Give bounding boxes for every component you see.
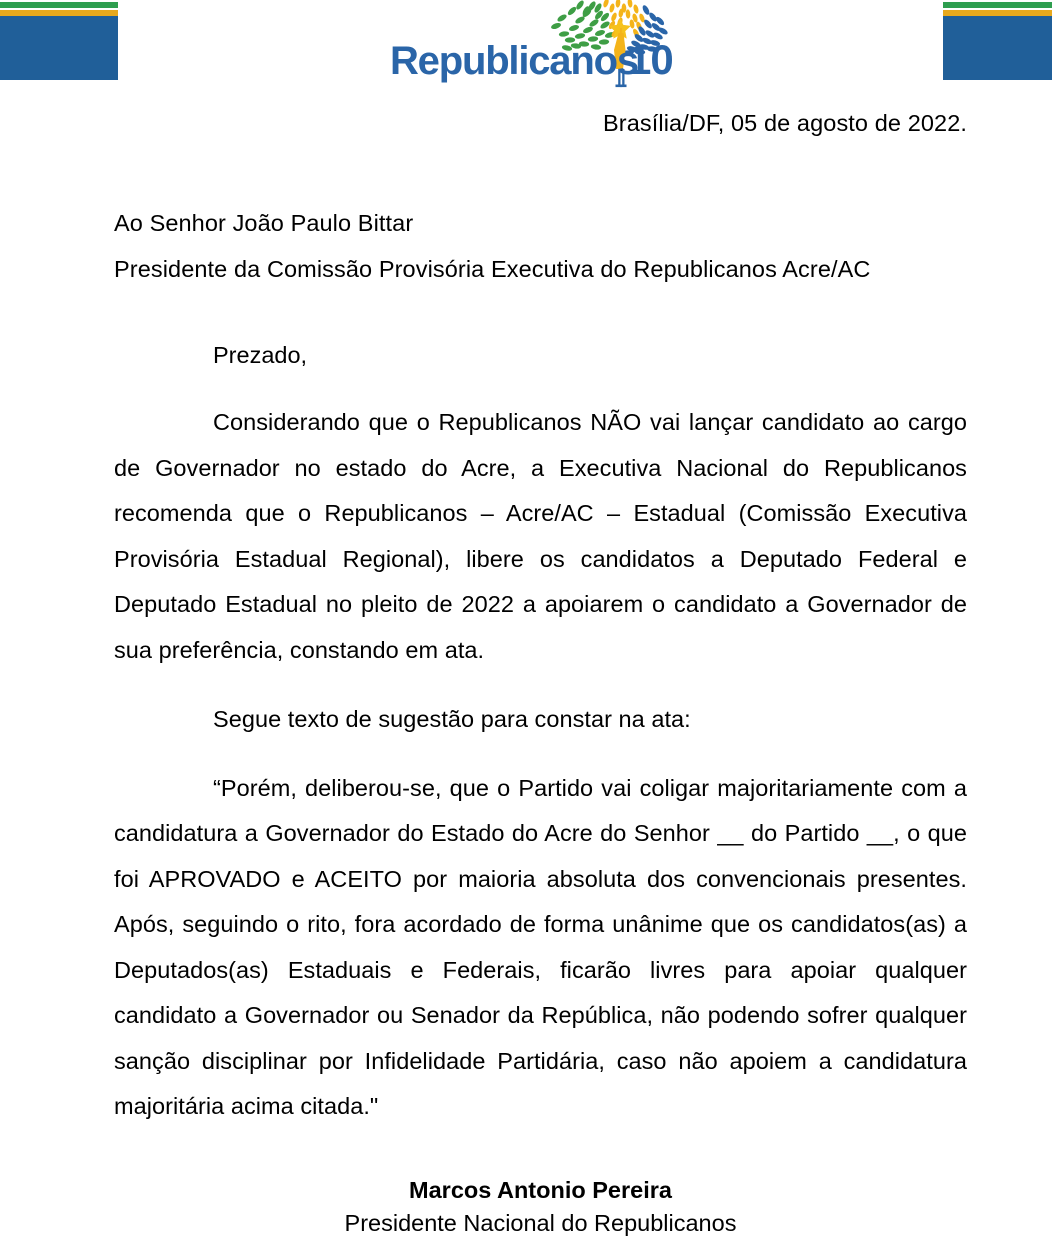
signature-block <box>114 1174 967 1240</box>
logo-wordmark: Republicanos <box>390 39 638 83</box>
flag-band-blue <box>0 16 118 80</box>
signature-name: Marcos Antonio Pereira <box>409 1176 672 1203</box>
body-paragraph-3-quote: “Porém, deliberou-se, que o Partido vai coligar majoritariamente com a candidatura a Governador do Estado do Acre do Senhor __ do Partido __, o que foi APROVADO e ACEITO por maioria absoluta dos convencionais presentes. Após, seguindo o rito, fora acordado de forma unânime que os candidatos(as) a Deputados(as) Estaduais e Federais, ficarão livres para apoiar qualquer candidato a Governador ou Senador da República, não podendo sofrer qualquer sanção disciplinar por Infidelidade Partidária, caso não apoiem a candidatura majoritária acima citada." <box>114 774 967 1119</box>
signature-role: Presidente Nacional do Republicanos <box>344 1209 737 1236</box>
body-paragraph-1: Considerando que o Republicanos NÃO vai lançar candidato ao cargo de Governador no estado do Acre, a Executiva Nacional do Republicanos recomenda que o Republicanos – Acre/AC – Estadual (Comissão Executiva Provisória Estadual Regional), libere os candidatos a Deputado Federal e Deputado Estadual no pleito de 2022 a apoiarem o candidato a Governador de sua preferência, constando em ata. <box>114 409 967 663</box>
republicanos-logo <box>384 0 674 88</box>
logo-number: 10 <box>628 36 673 83</box>
flag-bar-right <box>943 0 1052 80</box>
date-line: Brasília/DF, 05 de agosto de 2022. <box>603 110 967 136</box>
salutation: Prezado, <box>213 342 308 368</box>
addressee-line-1: Ao Senhor João Paulo Bittar <box>114 210 414 236</box>
addressee-block <box>114 200 967 292</box>
letter-body <box>114 100 967 1240</box>
body-paragraph-2: Segue texto de sugestão para constar na ata: <box>213 705 691 732</box>
document-header <box>0 0 1052 95</box>
flag-band-blue <box>943 16 1052 80</box>
flag-bar-left <box>0 0 118 80</box>
addressee-line-2: Presidente da Comissão Provisória Executiva do Republicanos Acre/AC <box>114 256 871 282</box>
